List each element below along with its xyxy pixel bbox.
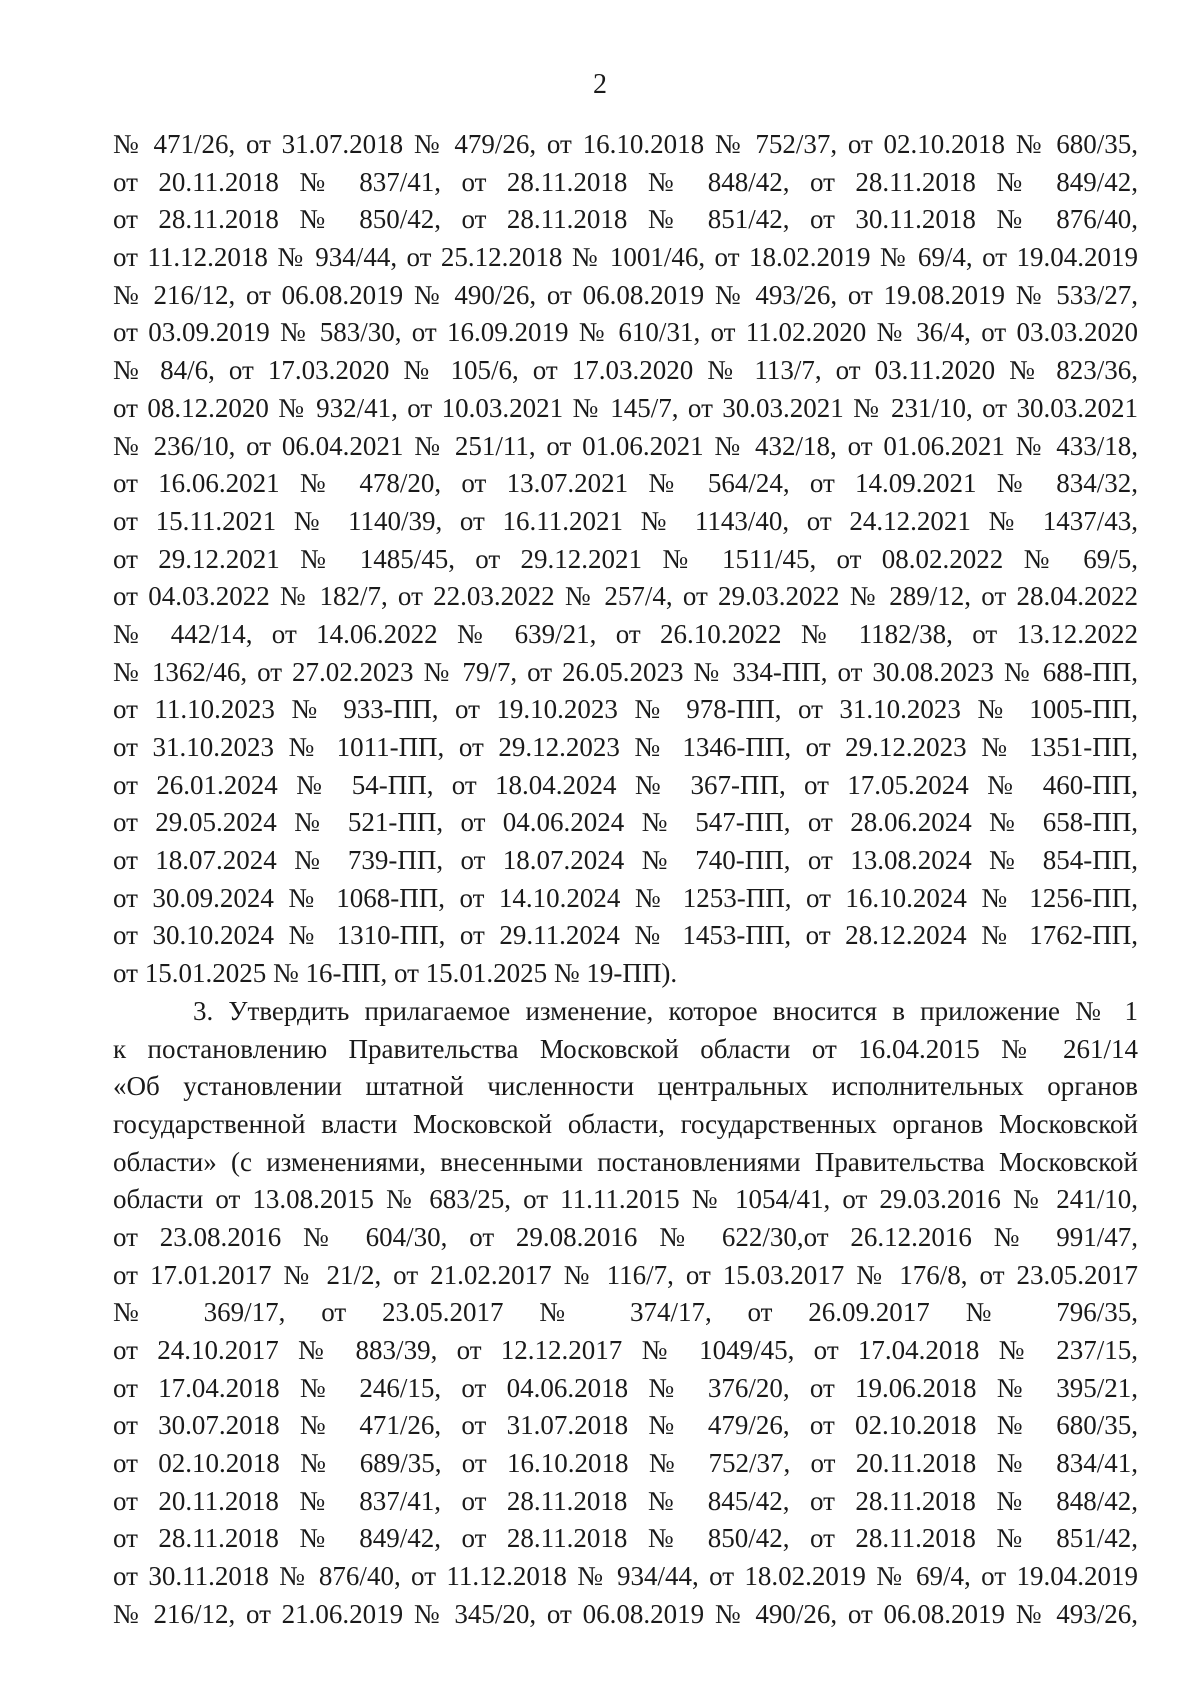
text-line: от 11.12.2018 № 934/44, от 25.12.2018 № 1001/46, от 18.02.2019 № 69/4, от 19.04.2019 [113, 242, 1138, 273]
text-line: от 20.11.2018 № 837/41, от 28.11.2018 № 845/42, от 28.11.2018 № 848/42, [113, 1485, 1138, 1516]
text-line: к постановлению Правительства Московской области от 16.04.2015 № 261/14 [113, 1033, 1138, 1064]
text-line: № 369/17, от 23.05.2017 № 374/17, от 26.09.2017 № 796/35, [113, 1297, 1138, 1328]
text-line: № 216/12, от 21.06.2019 № 345/20, от 06.08.2019 № 490/26, от 06.08.2019 № 493/26, [113, 1598, 1138, 1629]
text-line: № 442/14, от 14.06.2022 № 639/21, от 26.10.2022 № 1182/38, от 13.12.2022 [113, 618, 1138, 649]
text-line: «Об установлении штатной численности центральных исполнительных органов [113, 1071, 1138, 1102]
paragraph-3-first-line: 3. Утвердить прилагаемое изменение, которое вносится в приложение № 1 [193, 995, 1138, 1026]
text-line: № 471/26, от 31.07.2018 № 479/26, от 16.10.2018 № 752/37, от 02.10.2018 № 680/35, [113, 129, 1138, 159]
text-line: от 24.10.2017 № 883/39, от 12.12.2017 № 1049/45, от 17.04.2018 № 237/15, [113, 1335, 1138, 1365]
text-line: от 16.06.2021 № 478/20, от 13.07.2021 № 564/24, от 14.09.2021 № 834/32, [113, 468, 1138, 499]
page-number: 2 [593, 69, 607, 100]
text-line: от 29.05.2024 № 521-ПП, от 04.06.2024 № 547-ПП, от 28.06.2024 № 658-ПП, [113, 807, 1138, 838]
text-line: от 17.01.2017 № 21/2, от 21.02.2017 № 116/7, от 15.03.2017 № 176/8, от 23.05.2017 [113, 1259, 1138, 1290]
text-line: области от 13.08.2015 № 683/25, от 11.11.2015 № 1054/41, от 29.03.2016 № 241/10, [113, 1184, 1138, 1215]
text-line: от 28.11.2018 № 849/42, от 28.11.2018 № 850/42, от 28.11.2018 № 851/42, [113, 1523, 1138, 1554]
text-line: от 20.11.2018 № 837/41, от 28.11.2018 № 848/42, от 28.11.2018 № 849/42, [113, 166, 1138, 197]
text-line: от 11.10.2023 № 933-ПП, от 19.10.2023 № 978-ПП, от 31.10.2023 № 1005-ПП, [113, 694, 1138, 725]
text-line: от 02.10.2018 № 689/35, от 16.10.2018 № 752/37, от 20.11.2018 № 834/41, [113, 1448, 1138, 1479]
text-line: от 30.11.2018 № 876/40, от 11.12.2018 № 934/44, от 18.02.2019 № 69/4, от 19.04.2019 [113, 1561, 1138, 1592]
body-text [113, 126, 1138, 1634]
text-line: от 28.11.2018 № 850/42, от 28.11.2018 № 851/42, от 30.11.2018 № 876/40, [113, 204, 1138, 235]
text-line: от 15.11.2021 № 1140/39, от 16.11.2021 № 1143/40, от 24.12.2021 № 1437/43, [113, 505, 1138, 536]
text-line: от 26.01.2024 № 54-ПП, от 18.04.2024 № 367-ПП, от 17.05.2024 № 460-ПП, [113, 769, 1138, 800]
text-line: от 04.03.2022 № 182/7, от 22.03.2022 № 257/4, от 29.03.2022 № 289/12, от 28.04.2022 [113, 581, 1138, 612]
text-line: № 84/6, от 17.03.2020 № 105/6, от 17.03.2020 № 113/7, от 03.11.2020 № 823/36, [113, 355, 1138, 386]
text-line: от 15.01.2025 № 16-ПП, от 15.01.2025 № 19-ПП). [113, 958, 678, 989]
text-line: государственной власти Московской области, государственных органов Московской [113, 1108, 1138, 1139]
text-line: от 30.10.2024 № 1310-ПП, от 29.11.2024 № 1453-ПП, от 28.12.2024 № 1762-ПП, [113, 920, 1138, 951]
text-line: № 216/12, от 06.08.2019 № 490/26, от 06.08.2019 № 493/26, от 19.08.2019 № 533/27, [113, 279, 1138, 310]
text-line: от 17.04.2018 № 246/15, от 04.06.2018 № 376/20, от 19.06.2018 № 395/21, [113, 1372, 1138, 1403]
text-line: от 29.12.2021 № 1485/45, от 29.12.2021 № 1511/45, от 08.02.2022 № 69/5, [113, 543, 1138, 574]
text-line: от 31.10.2023 № 1011-ПП, от 29.12.2023 № 1346-ПП, от 29.12.2023 № 1351-ПП, [113, 732, 1138, 762]
text-line: от 30.07.2018 № 471/26, от 31.07.2018 № 479/26, от 02.10.2018 № 680/35, [113, 1410, 1138, 1441]
text-line: области» (с изменениями, внесенными постановлениями Правительства Московской [113, 1146, 1138, 1177]
text-line: от 08.12.2020 № 932/41, от 10.03.2021 № 145/7, от 30.03.2021 № 231/10, от 30.03.2021 [113, 392, 1138, 423]
text-line: от 23.08.2016 № 604/30, от 29.08.2016 № 622/30,от 26.12.2016 № 991/47, [113, 1221, 1138, 1252]
text-line: от 30.09.2024 № 1068-ПП, от 14.10.2024 № 1253-ПП, от 16.10.2024 № 1256-ПП, [113, 882, 1138, 913]
text-line: от 18.07.2024 № 739-ПП, от 18.07.2024 № 740-ПП, от 13.08.2024 № 854-ПП, [113, 845, 1138, 876]
text-line: № 236/10, от 06.04.2021 № 251/11, от 01.06.2021 № 432/18, от 01.06.2021 № 433/18, [113, 430, 1138, 461]
text-line: № 1362/46, от 27.02.2023 № 79/7, от 26.05.2023 № 334-ПП, от 30.08.2023 № 688-ПП, [113, 656, 1138, 687]
text-line: от 03.09.2019 № 583/30, от 16.09.2019 № 610/31, от 11.02.2020 № 36/4, от 03.03.2020 [113, 317, 1138, 348]
